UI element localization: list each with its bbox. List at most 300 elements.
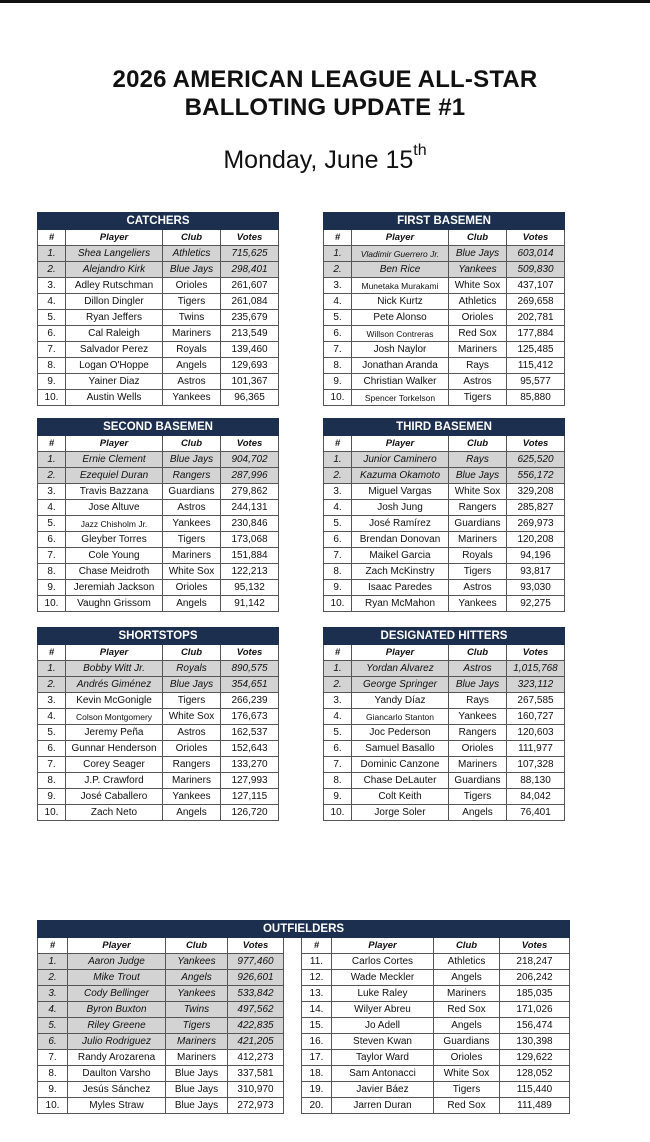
- table-row: [324, 516, 565, 532]
- votes-cell: 93,030: [507, 580, 565, 596]
- column-header-votes: Votes: [507, 645, 565, 661]
- club-cell: Orioles: [449, 310, 507, 326]
- votes-cell: 261,607: [221, 278, 279, 294]
- table-row: [38, 358, 279, 374]
- column-header-player: Player: [332, 938, 434, 954]
- column-header-club: Club: [163, 436, 221, 452]
- club-cell: Blue Jays: [449, 246, 507, 262]
- column-gap: [284, 1002, 302, 1018]
- second-basemen-table: [37, 418, 279, 612]
- table-row: [38, 500, 279, 516]
- player-cell: Josh Jung: [352, 500, 449, 516]
- rank-cell: 8.: [38, 1066, 68, 1082]
- club-cell: Angels: [163, 358, 221, 374]
- club-cell: Mariners: [449, 342, 507, 358]
- club-cell: Orioles: [163, 278, 221, 294]
- table-row: [38, 468, 279, 484]
- votes-cell: 904,702: [221, 452, 279, 468]
- rank-cell: 19.: [302, 1082, 332, 1098]
- player-cell: J.P. Crawford: [66, 773, 163, 789]
- player-cell: Vaughn Grissom: [66, 596, 163, 612]
- club-cell: Tigers: [434, 1082, 500, 1098]
- club-cell: White Sox: [434, 1066, 500, 1082]
- column-header-num: #: [38, 436, 66, 452]
- rank-cell: 15.: [302, 1018, 332, 1034]
- table-row: [324, 452, 565, 468]
- table-row: [324, 342, 565, 358]
- player-cell: Samuel Basallo: [352, 741, 449, 757]
- rank-cell: 5.: [324, 725, 352, 741]
- club-cell: Blue Jays: [163, 262, 221, 278]
- player-cell: Ezequiel Duran: [66, 468, 163, 484]
- club-cell: Mariners: [163, 773, 221, 789]
- table-row: [38, 805, 279, 821]
- player-cell: Austin Wells: [66, 390, 163, 406]
- column-header-player: Player: [66, 230, 163, 246]
- player-cell: Dillon Dingler: [66, 294, 163, 310]
- votes-cell: 111,489: [500, 1098, 570, 1114]
- rank-cell: 7.: [324, 342, 352, 358]
- player-cell: Gleyber Torres: [66, 532, 163, 548]
- club-cell: Astros: [163, 725, 221, 741]
- club-cell: Guardians: [449, 516, 507, 532]
- rank-cell: 8.: [324, 773, 352, 789]
- table-row: [324, 548, 565, 564]
- table-row: [38, 342, 279, 358]
- player-cell: Dominic Canzone: [352, 757, 449, 773]
- club-cell: Rays: [449, 693, 507, 709]
- votes-cell: 285,827: [507, 500, 565, 516]
- club-cell: Mariners: [163, 548, 221, 564]
- votes-cell: 218,247: [500, 954, 570, 970]
- player-cell: Jose Altuve: [66, 500, 163, 516]
- rank-cell: 6.: [38, 532, 66, 548]
- player-cell: Andrés Giménez: [66, 677, 163, 693]
- table-row: [324, 661, 565, 677]
- rank-cell: 18.: [302, 1066, 332, 1082]
- rank-cell: 2.: [324, 468, 352, 484]
- club-cell: Rays: [449, 452, 507, 468]
- club-cell: Red Sox: [449, 326, 507, 342]
- club-cell: Guardians: [163, 484, 221, 500]
- club-cell: Astros: [449, 661, 507, 677]
- column-header-player: Player: [66, 645, 163, 661]
- player-cell: Riley Greene: [68, 1018, 166, 1034]
- rank-cell: 13.: [302, 986, 332, 1002]
- rank-cell: 5.: [38, 516, 66, 532]
- club-cell: Angels: [163, 805, 221, 821]
- column-header-player: Player: [66, 436, 163, 452]
- table-row: [324, 564, 565, 580]
- player-cell: Gunnar Henderson: [66, 741, 163, 757]
- rank-cell: 8.: [38, 358, 66, 374]
- rank-cell: 9.: [38, 789, 66, 805]
- rank-cell: 1.: [38, 452, 66, 468]
- column-header-player: Player: [68, 938, 166, 954]
- rank-cell: 10.: [324, 390, 352, 406]
- club-cell: Mariners: [434, 986, 500, 1002]
- votes-cell: 111,977: [507, 741, 565, 757]
- club-cell: Blue Jays: [449, 468, 507, 484]
- votes-cell: 152,643: [221, 741, 279, 757]
- club-cell: Mariners: [166, 1050, 228, 1066]
- player-cell: Colson Montgomery: [66, 709, 163, 725]
- rank-cell: 1.: [324, 661, 352, 677]
- votes-cell: 267,585: [507, 693, 565, 709]
- rank-cell: 12.: [302, 970, 332, 986]
- top-border: [0, 0, 650, 3]
- rank-cell: 1.: [324, 452, 352, 468]
- column-gap: [284, 1066, 302, 1082]
- rank-cell: 14.: [302, 1002, 332, 1018]
- votes-cell: 323,112: [507, 677, 565, 693]
- rank-cell: 11.: [302, 954, 332, 970]
- votes-cell: 84,042: [507, 789, 565, 805]
- club-cell: Royals: [449, 548, 507, 564]
- votes-cell: 269,973: [507, 516, 565, 532]
- player-cell: Daulton Varsho: [68, 1066, 166, 1082]
- player-cell: José Ramírez: [352, 516, 449, 532]
- table-row: [324, 294, 565, 310]
- player-cell: Cody Bellinger: [68, 986, 166, 1002]
- rank-cell: 6.: [38, 1034, 68, 1050]
- player-cell: Wilyer Abreu: [332, 1002, 434, 1018]
- player-cell: Sam Antonacci: [332, 1066, 434, 1082]
- club-cell: Angels: [449, 805, 507, 821]
- column-header-row: [38, 230, 279, 246]
- rank-cell: 2.: [38, 970, 68, 986]
- votes-cell: 173,068: [221, 532, 279, 548]
- votes-cell: 115,440: [500, 1082, 570, 1098]
- player-cell: Steven Kwan: [332, 1034, 434, 1050]
- club-cell: Orioles: [163, 580, 221, 596]
- table-row: [324, 358, 565, 374]
- page-title-line-2: BALLOTING UPDATE #1: [184, 94, 466, 121]
- club-cell: White Sox: [449, 484, 507, 500]
- table-row: [38, 986, 570, 1002]
- player-cell: Jonathan Aranda: [352, 358, 449, 374]
- table-row: [38, 246, 279, 262]
- table-row: [324, 677, 565, 693]
- column-header-votes: Votes: [507, 436, 565, 452]
- table-row: [324, 709, 565, 725]
- club-cell: White Sox: [449, 278, 507, 294]
- votes-cell: 977,460: [228, 954, 284, 970]
- player-cell: Chase Meidroth: [66, 564, 163, 580]
- player-cell: Randy Arozarena: [68, 1050, 166, 1066]
- table-row: [324, 789, 565, 805]
- club-cell: Twins: [163, 310, 221, 326]
- rank-cell: 9.: [38, 374, 66, 390]
- player-cell: Brendan Donovan: [352, 532, 449, 548]
- club-cell: Yankees: [166, 986, 228, 1002]
- votes-cell: 127,115: [221, 789, 279, 805]
- first-basemen-title: FIRST BASEMEN: [324, 213, 565, 230]
- votes-cell: 129,622: [500, 1050, 570, 1066]
- second-basemen-title: SECOND BASEMEN: [38, 419, 279, 436]
- votes-cell: 171,026: [500, 1002, 570, 1018]
- votes-cell: 185,035: [500, 986, 570, 1002]
- votes-cell: 139,460: [221, 342, 279, 358]
- club-cell: Athletics: [163, 246, 221, 262]
- votes-cell: 230,846: [221, 516, 279, 532]
- rank-cell: 10.: [38, 805, 66, 821]
- player-cell: Wade Meckler: [332, 970, 434, 986]
- votes-cell: 279,862: [221, 484, 279, 500]
- votes-cell: 85,880: [507, 390, 565, 406]
- votes-cell: 244,131: [221, 500, 279, 516]
- table-row: [38, 773, 279, 789]
- player-cell: Zach Neto: [66, 805, 163, 821]
- club-cell: Tigers: [163, 532, 221, 548]
- column-header-num: #: [324, 230, 352, 246]
- column-header-club: Club: [449, 645, 507, 661]
- rank-cell: 10.: [324, 596, 352, 612]
- table-row: [38, 278, 279, 294]
- club-cell: Tigers: [166, 1018, 228, 1034]
- table-row: [38, 1066, 570, 1082]
- column-header-votes: Votes: [221, 645, 279, 661]
- table-row: [38, 1098, 570, 1114]
- player-cell: Ernie Clement: [66, 452, 163, 468]
- votes-cell: 156,474: [500, 1018, 570, 1034]
- player-cell: Kazuma Okamoto: [352, 468, 449, 484]
- player-cell: Pete Alonso: [352, 310, 449, 326]
- table-row: [38, 1034, 570, 1050]
- table-row: [38, 596, 279, 612]
- page-title-line-1: 2026 AMERICAN LEAGUE ALL-STAR: [112, 66, 538, 93]
- player-cell: José Caballero: [66, 789, 163, 805]
- club-cell: Royals: [163, 661, 221, 677]
- rank-cell: 4.: [324, 709, 352, 725]
- player-cell: Jorge Soler: [352, 805, 449, 821]
- table-row: [38, 294, 279, 310]
- rank-cell: 17.: [302, 1050, 332, 1066]
- club-cell: Astros: [449, 374, 507, 390]
- player-cell: Jeremiah Jackson: [66, 580, 163, 596]
- column-header-row: [324, 436, 565, 452]
- shortstops-title: SHORTSTOPS: [38, 628, 279, 645]
- column-gap: [284, 970, 302, 986]
- column-header-votes: Votes: [500, 938, 570, 954]
- player-cell: Salvador Perez: [66, 342, 163, 358]
- rank-cell: 7.: [38, 342, 66, 358]
- date-text: Monday, June 15: [223, 146, 414, 174]
- designated-hitters-title: DESIGNATED HITTERS: [324, 628, 565, 645]
- rank-cell: 5.: [38, 725, 66, 741]
- table-row: [324, 596, 565, 612]
- player-cell: Giancarlo Stanton: [352, 709, 449, 725]
- rank-cell: 4.: [38, 709, 66, 725]
- table-row: [38, 757, 279, 773]
- votes-cell: 126,720: [221, 805, 279, 821]
- table-row: [38, 1082, 570, 1098]
- table-row: [38, 970, 570, 986]
- table-row: [324, 374, 565, 390]
- column-header-row: [38, 938, 570, 954]
- column-header-club: Club: [166, 938, 228, 954]
- column-header-player: Player: [352, 645, 449, 661]
- player-cell: Alejandro Kirk: [66, 262, 163, 278]
- votes-cell: 177,884: [507, 326, 565, 342]
- player-cell: Mike Trout: [68, 970, 166, 986]
- player-cell: Luke Raley: [332, 986, 434, 1002]
- rank-cell: 4.: [38, 500, 66, 516]
- rank-cell: 20.: [302, 1098, 332, 1114]
- player-cell: Javier Báez: [332, 1082, 434, 1098]
- column-gap: [284, 1018, 302, 1034]
- table-row: [38, 548, 279, 564]
- column-gap: [284, 938, 302, 954]
- table-row: [38, 789, 279, 805]
- rank-cell: 4.: [324, 500, 352, 516]
- club-cell: Tigers: [163, 693, 221, 709]
- table-row: [324, 500, 565, 516]
- votes-cell: 162,537: [221, 725, 279, 741]
- player-cell: Julio Rodriguez: [68, 1034, 166, 1050]
- club-cell: Yankees: [163, 789, 221, 805]
- rank-cell: 3.: [324, 484, 352, 500]
- votes-cell: 115,412: [507, 358, 565, 374]
- votes-cell: 310,970: [228, 1082, 284, 1098]
- player-cell: Jeremy Peña: [66, 725, 163, 741]
- rank-cell: 9.: [38, 580, 66, 596]
- table-row: [38, 532, 279, 548]
- column-header-num: #: [324, 645, 352, 661]
- rank-cell: 1.: [38, 246, 66, 262]
- rank-cell: 3.: [38, 986, 68, 1002]
- club-cell: Mariners: [163, 326, 221, 342]
- votes-cell: 125,485: [507, 342, 565, 358]
- club-cell: Astros: [163, 500, 221, 516]
- catchers-table: [37, 212, 279, 406]
- player-cell: Munetaka Murakami: [352, 278, 449, 294]
- club-cell: Yankees: [163, 390, 221, 406]
- table-row: [324, 468, 565, 484]
- club-cell: Angels: [434, 970, 500, 986]
- third-basemen-title: THIRD BASEMEN: [324, 419, 565, 436]
- club-cell: Blue Jays: [163, 677, 221, 693]
- club-cell: Red Sox: [434, 1098, 500, 1114]
- column-header-club: Club: [434, 938, 500, 954]
- rank-cell: 1.: [38, 954, 68, 970]
- votes-cell: 412,273: [228, 1050, 284, 1066]
- votes-cell: 95,132: [221, 580, 279, 596]
- player-cell: Jazz Chisholm Jr.: [66, 516, 163, 532]
- table-row: [38, 580, 279, 596]
- votes-cell: 603,014: [507, 246, 565, 262]
- rank-cell: 8.: [324, 564, 352, 580]
- column-header-num: #: [324, 436, 352, 452]
- club-cell: Yankees: [449, 596, 507, 612]
- table-row: [324, 326, 565, 342]
- table-row: [38, 661, 279, 677]
- column-header-votes: Votes: [507, 230, 565, 246]
- rank-cell: 10.: [324, 805, 352, 821]
- player-cell: Maikel Garcia: [352, 548, 449, 564]
- rank-cell: 7.: [38, 1050, 68, 1066]
- votes-cell: 130,398: [500, 1034, 570, 1050]
- table-row: [324, 725, 565, 741]
- table-row: [38, 326, 279, 342]
- player-cell: Kevin McGonigle: [66, 693, 163, 709]
- votes-cell: 128,052: [500, 1066, 570, 1082]
- votes-cell: 235,679: [221, 310, 279, 326]
- player-cell: Aaron Judge: [68, 954, 166, 970]
- club-cell: Blue Jays: [166, 1066, 228, 1082]
- table-row: [324, 390, 565, 406]
- table-row: [38, 262, 279, 278]
- player-cell: Chase DeLauter: [352, 773, 449, 789]
- table-row: [324, 310, 565, 326]
- player-cell: Zach McKinstry: [352, 564, 449, 580]
- votes-cell: 422,835: [228, 1018, 284, 1034]
- player-cell: Josh Naylor: [352, 342, 449, 358]
- rank-cell: 9.: [324, 789, 352, 805]
- rank-cell: 3.: [38, 693, 66, 709]
- votes-cell: 206,242: [500, 970, 570, 986]
- table-row: [324, 278, 565, 294]
- club-cell: Red Sox: [434, 1002, 500, 1018]
- column-header-club: Club: [449, 436, 507, 452]
- club-cell: Athletics: [434, 954, 500, 970]
- votes-cell: 1,015,768: [507, 661, 565, 677]
- club-cell: Angels: [434, 1018, 500, 1034]
- column-header-votes: Votes: [221, 436, 279, 452]
- rank-cell: 2.: [38, 468, 66, 484]
- votes-cell: 92,275: [507, 596, 565, 612]
- table-row: [38, 374, 279, 390]
- club-cell: Angels: [166, 970, 228, 986]
- votes-cell: 261,084: [221, 294, 279, 310]
- player-cell: Yainer Diaz: [66, 374, 163, 390]
- date-suffix: th: [413, 142, 427, 159]
- table-row: [38, 390, 279, 406]
- votes-cell: 129,693: [221, 358, 279, 374]
- column-header-club: Club: [163, 230, 221, 246]
- table-row: [38, 452, 279, 468]
- table-row: [324, 773, 565, 789]
- votes-cell: 437,107: [507, 278, 565, 294]
- club-cell: Guardians: [434, 1034, 500, 1050]
- table-row: [324, 741, 565, 757]
- table-row: [38, 677, 279, 693]
- table-row: [38, 709, 279, 725]
- votes-cell: 509,830: [507, 262, 565, 278]
- votes-cell: 337,581: [228, 1066, 284, 1082]
- rank-cell: 8.: [324, 358, 352, 374]
- table-row: [324, 580, 565, 596]
- club-cell: Tigers: [449, 390, 507, 406]
- rank-cell: 2.: [38, 677, 66, 693]
- club-cell: Orioles: [434, 1050, 500, 1066]
- player-cell: Miguel Vargas: [352, 484, 449, 500]
- rank-cell: 9.: [324, 580, 352, 596]
- club-cell: Tigers: [163, 294, 221, 310]
- player-cell: Nick Kurtz: [352, 294, 449, 310]
- column-gap: [284, 1082, 302, 1098]
- table-row: [38, 1018, 570, 1034]
- votes-cell: 91,142: [221, 596, 279, 612]
- club-cell: Rangers: [449, 500, 507, 516]
- votes-cell: 354,651: [221, 677, 279, 693]
- outfielders-title: OUTFIELDERS: [38, 921, 570, 938]
- column-header-player: Player: [352, 230, 449, 246]
- player-cell: Joc Pederson: [352, 725, 449, 741]
- rank-cell: 4.: [38, 1002, 68, 1018]
- rank-cell: 7.: [324, 548, 352, 564]
- club-cell: Blue Jays: [166, 1098, 228, 1114]
